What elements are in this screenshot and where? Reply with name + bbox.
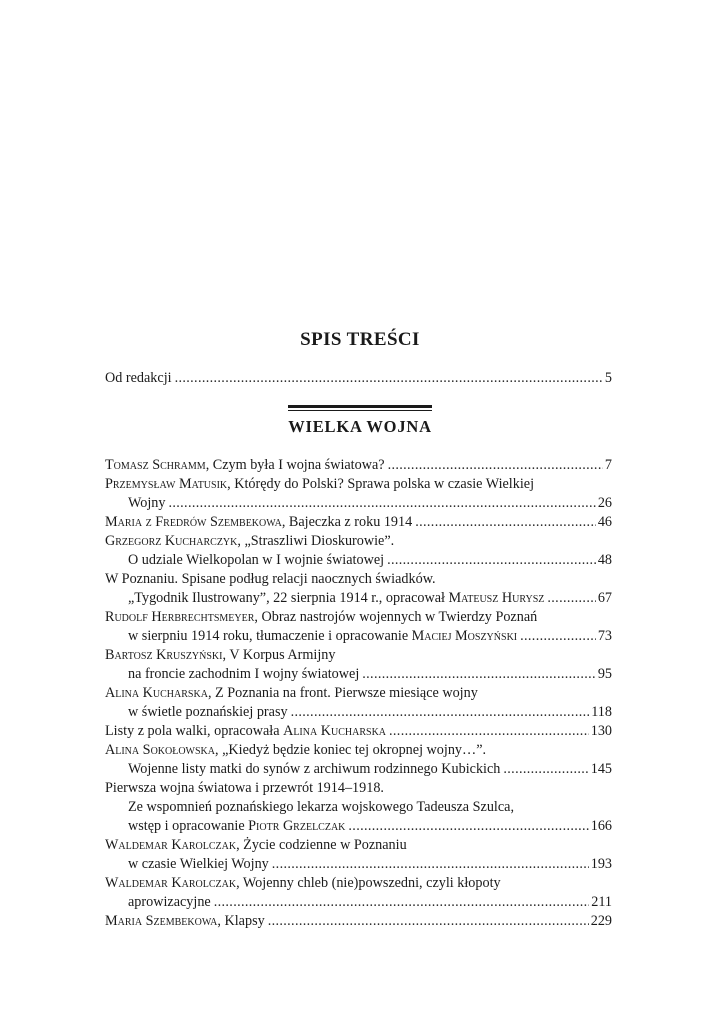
- toc-page-number: 130: [590, 723, 612, 739]
- toc-title: SPIS TREŚCI: [300, 329, 420, 350]
- toc-entry-text: [128, 627, 517, 646]
- editor-name: Mateusz Hurysz: [448, 590, 545, 606]
- toc-page-number: 193: [590, 856, 612, 872]
- entry-title-text: na froncie zachodnim I wojny światowej: [128, 666, 360, 682]
- entry-title-text: Pierwsza wojna światowa i przewrót 1914–1918.: [105, 780, 384, 796]
- author-name: Waldemar Karolczak: [105, 837, 237, 853]
- author-name: Grzegorz Kucharczyk: [105, 533, 238, 549]
- toc-entry-text: [105, 456, 385, 475]
- toc-entry-line: [105, 874, 612, 893]
- toc-entry-text: [105, 741, 486, 760]
- toc-entry-line: [105, 817, 612, 836]
- toc-entry: [105, 456, 612, 475]
- entry-title-text: Listy z pola walki, opracowała: [105, 723, 284, 739]
- entry-title-text: W Poznaniu. Spisane podług relacji naocznych świadków.: [105, 571, 436, 587]
- author-name: Tomasz Schramm: [105, 457, 206, 473]
- toc-entry: [105, 646, 612, 684]
- toc-entry-line: [105, 722, 612, 741]
- toc-entry-text: [105, 684, 478, 703]
- entry-title-text: , Bajeczka z roku 1914: [281, 514, 413, 530]
- entry-title-text: , V Korpus Armijny: [222, 647, 336, 663]
- author-name: Maria z Fredrów Szembekowa: [105, 514, 282, 530]
- toc-page-number: 73: [597, 628, 612, 644]
- author-name: Alina Sokołowska: [105, 742, 216, 758]
- toc-entry-text: [105, 722, 386, 741]
- leader-dots: [520, 627, 596, 646]
- toc-page-number: 95: [597, 666, 612, 682]
- toc-entry-line: [105, 798, 612, 817]
- toc-entry-line: [105, 836, 612, 855]
- toc-entry-text: [105, 513, 412, 532]
- toc-entry-line: [105, 741, 612, 760]
- toc-entry: [105, 475, 612, 513]
- toc-entry-line: [105, 570, 612, 589]
- toc-entry-line: [105, 627, 612, 646]
- leader-dots: [547, 589, 595, 608]
- leader-dots: [175, 369, 603, 388]
- entry-title-text: aprowizacyjne: [128, 894, 211, 910]
- toc-page-number: 118: [591, 704, 612, 720]
- toc-entry-text: [128, 760, 500, 779]
- entry-title-text: , Obraz nastrojów wojennych w Twierdzy Poznań: [254, 609, 538, 625]
- toc-entry-text: [128, 798, 514, 817]
- toc-page-number: 229: [590, 913, 612, 929]
- entry-title-text: Wojny: [128, 495, 166, 511]
- entry-title-text: , Czym była I wojna światowa?: [205, 457, 385, 473]
- leader-dots: [362, 665, 596, 684]
- toc-entry-text: [105, 646, 335, 665]
- toc-entry-text: [128, 703, 288, 722]
- toc-entry-text: [105, 532, 394, 551]
- leader-dots: [272, 855, 589, 874]
- toc-entry-line: [105, 589, 612, 608]
- editor-name: Maciej Moszyński: [411, 628, 518, 644]
- section-rule-thin: [288, 410, 432, 411]
- toc-entry-line: [105, 551, 612, 570]
- section-rule: [288, 405, 432, 408]
- leader-dots: [168, 494, 595, 513]
- toc-entry-line: [105, 646, 612, 665]
- toc-entry: [105, 741, 612, 779]
- toc-page-number: 5: [604, 370, 612, 386]
- entry-title-text: O udziale Wielkopolan w I wojnie światowej: [128, 552, 385, 568]
- toc-page-number: 26: [597, 495, 612, 511]
- toc-entry-text: [105, 570, 436, 589]
- section-title: WIELKA WOJNA: [288, 417, 432, 436]
- author-name: Przemysław Matusik: [105, 476, 228, 492]
- toc-entry: [105, 912, 612, 931]
- leader-dots: [503, 760, 588, 779]
- toc-entry-line: [105, 513, 612, 532]
- entry-title-text: , Klapsy: [217, 913, 265, 929]
- toc-entry-text: [105, 475, 534, 494]
- toc-entry-line: [105, 475, 612, 494]
- toc-page-number: 67: [597, 590, 612, 606]
- author-name: Alina Kucharska: [105, 685, 208, 701]
- toc-page-number: 46: [597, 514, 612, 530]
- entry-title-text: , Wojenny chleb (nie)powszedni, czyli kłopoty: [236, 875, 501, 891]
- toc-entry: [105, 513, 612, 532]
- toc-entry-text: [128, 494, 165, 513]
- toc-page-number: 145: [590, 761, 612, 777]
- toc-entry-text: [105, 779, 384, 798]
- author-name: Maria Szembekowa: [105, 913, 218, 929]
- leader-dots: [388, 456, 603, 475]
- toc-entry: [105, 608, 612, 646]
- entry-title-text: , Z Poznania na front. Pierwsze miesiące wojny: [207, 685, 478, 701]
- entry-title-text: , „Kiedyż będzie koniec tej okropnej wojny…”.: [215, 742, 487, 758]
- leader-dots: [389, 722, 589, 741]
- leader-dots: [291, 703, 590, 722]
- toc-entry: [105, 836, 612, 874]
- author-name: Bartosz Kruszyński: [105, 647, 223, 663]
- entry-title-text: wstęp i opracowanie: [128, 818, 249, 834]
- leader-dots: [387, 551, 596, 570]
- entry-title-text: w świetle poznańskiej prasy: [128, 704, 288, 720]
- toc-entry-line: [105, 912, 612, 931]
- leader-dots: [415, 513, 596, 532]
- toc-entry-text: [128, 817, 345, 836]
- entry-title-text: w czasie Wielkiej Wojny: [128, 856, 269, 872]
- toc-entry-intro: [105, 369, 612, 388]
- toc-entry-line: [105, 760, 612, 779]
- toc-entry-text: [105, 912, 265, 931]
- toc-entry-line: [105, 456, 612, 475]
- editor-name: Alina Kucharska: [283, 723, 387, 739]
- entry-title-text: , Którędy do Polski? Sprawa polska w czasie Wielkiej: [227, 476, 535, 492]
- toc-entry-text: Od redakcji: [105, 370, 172, 386]
- leader-dots: [214, 893, 590, 912]
- toc-entry-text: [128, 589, 544, 608]
- toc-entry: [105, 779, 612, 836]
- toc-entry-line: [105, 665, 612, 684]
- toc-entry-line: [105, 608, 612, 627]
- entry-title-text: , „Straszliwi Dioskurowie”.: [237, 533, 395, 549]
- toc-entry-line: [105, 893, 612, 912]
- toc-entry: [105, 722, 612, 741]
- toc-entry: [105, 532, 612, 570]
- leader-dots: [268, 912, 589, 931]
- toc-page-number: 211: [591, 894, 612, 910]
- toc-entry-line: [105, 684, 612, 703]
- entry-title-text: „Tygodnik Ilustrowany”, 22 sierpnia 1914 r., opracował: [128, 590, 449, 606]
- toc-entry-text: [128, 665, 359, 684]
- toc-page-number: 7: [604, 457, 612, 473]
- toc-entry: [105, 684, 612, 722]
- toc-entry-text: [128, 893, 211, 912]
- toc-page-number: 166: [590, 818, 612, 834]
- toc-entry-line: [105, 532, 612, 551]
- toc-entry-text: [105, 874, 501, 893]
- toc-entry-text: [105, 608, 537, 627]
- author-name: Waldemar Karolczak: [105, 875, 237, 891]
- entry-title-text: Ze wspomnień poznańskiego lekarza wojskowego Tadeusza Szulca,: [128, 799, 515, 815]
- toc-entry: [105, 570, 612, 608]
- toc-entry-text: [105, 836, 407, 855]
- entry-title-text: Wojenne listy matki do synów z archiwum rodzinnego Kubickich: [128, 761, 501, 777]
- toc-entry-line: [105, 703, 612, 722]
- leader-dots: [348, 817, 588, 836]
- toc-entry-line: [105, 779, 612, 798]
- entry-title-text: , Życie codzienne w Poznaniu: [236, 837, 407, 853]
- author-name: Rudolf Herbrechtsmeyer: [105, 609, 255, 625]
- toc-entry-line: [105, 494, 612, 513]
- toc-page-number: 48: [597, 552, 612, 568]
- toc-entry-text: [128, 551, 384, 570]
- entry-title-text: w sierpniu 1914 roku, tłumaczenie i opracowanie: [128, 628, 412, 644]
- toc-entry: [105, 874, 612, 912]
- editor-name: Piotr Grzelczak: [248, 818, 346, 834]
- toc-entry-text: [128, 855, 269, 874]
- toc-entry-line: [105, 855, 612, 874]
